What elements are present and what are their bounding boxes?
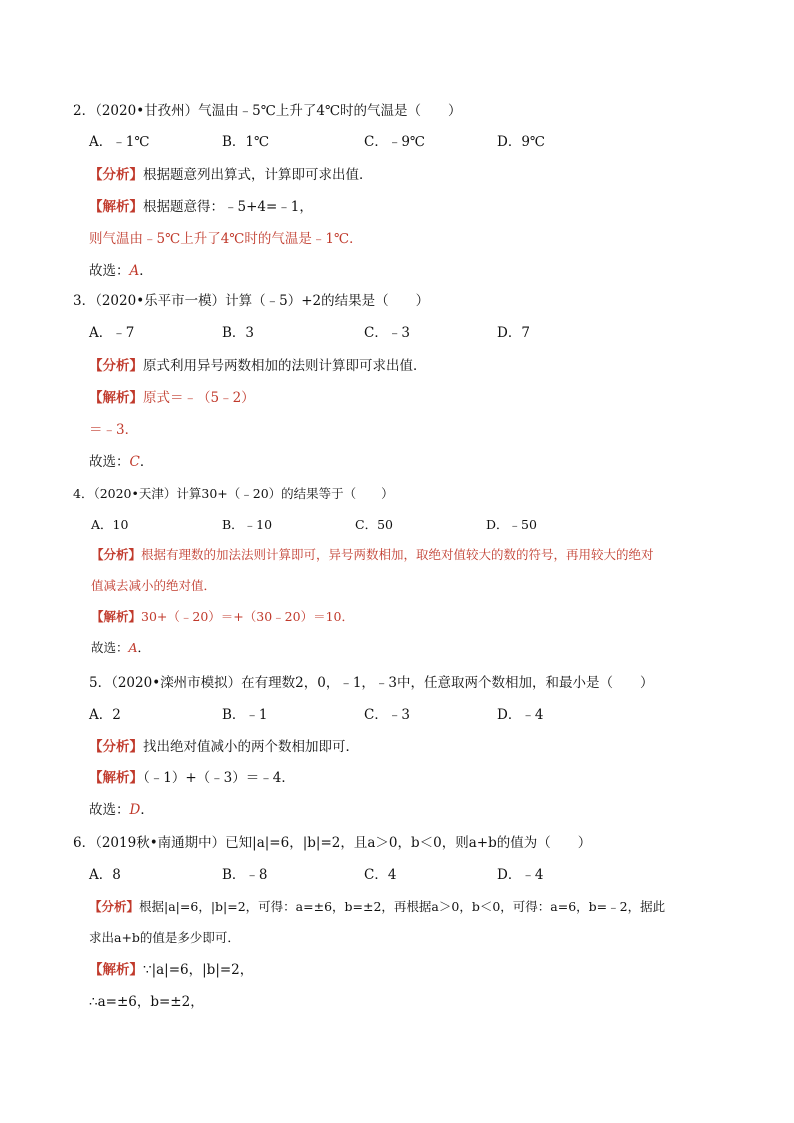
q3-solution [89,389,255,407]
q3-analysis-text: 原式利用异号两数相加的法则计算即可求出值． [143,358,427,374]
q2-analysis-text: 根据题意列出算式，计算即可求出值． [143,167,373,183]
solution-tag: 【解析】 [89,390,143,406]
q2-solution [89,198,313,216]
q6-option-c: C．4 [364,867,397,883]
answer-suffix: ． [139,454,154,470]
q6-solution-line2: ∴a=±6，b=±2， [89,994,204,1010]
q6-option-b: B．﹣8 [222,867,268,883]
solution-tag: 【解析】 [89,199,143,215]
q3-solution-line2: ＝﹣3． [89,422,139,438]
q4-analysis [91,546,654,564]
q2-option-c: C．﹣9℃ [364,134,426,150]
solution-tag: 【解析】 [89,770,143,786]
q4-answer [91,639,150,657]
q6-option-a: A．8 [89,867,121,883]
q3-answer [89,453,153,471]
q3-option-a: A．﹣7 [89,325,135,341]
analysis-tag: 【分析】 [89,358,143,374]
q3-solution-text: 原式＝﹣（5﹣2） [143,390,255,406]
q5-option-c: C．﹣3 [364,707,410,723]
q6-option-d: D．﹣4 [497,867,544,883]
q2-solution-text: 根据题意得：﹣5+4=﹣1， [143,199,313,215]
q4-solution [91,608,354,626]
q5-solution [89,769,295,787]
q2-option-a: A．﹣1℃ [89,134,150,150]
q2-answer [89,262,153,280]
q2-option-b: B．1℃ [222,134,270,150]
q5-option-b: B．﹣1 [222,707,268,723]
q5-option-d: D．﹣4 [497,707,544,723]
q6-analysis-cont: 求出a+b的值是多少即可． [89,930,240,945]
answer-letter: C [129,454,140,470]
q3-option-c: C．﹣3 [364,325,410,341]
q5-analysis-text: 找出绝对值减小的两个数相加即可． [143,739,359,755]
q5-option-a: A．2 [89,707,121,723]
q6-solution [89,961,253,979]
answer-letter: A [128,640,138,655]
answer-letter: D [129,802,141,818]
q3-option-d: D．7 [497,325,530,341]
q3-stem: 3．（2020•乐平市一模）计算（﹣5）+2的结果是（ ） [73,293,430,309]
answer-prefix: 故选： [89,263,130,279]
q2-stem: 2．（2020•甘孜州）气温由﹣5℃上升了4℃时的气温是（ ） [73,103,462,119]
answer-suffix: ． [137,640,151,655]
solution-tag: 【解析】 [89,962,143,978]
answer-suffix: ． [139,263,153,279]
q6-solution-text: ∵|a|=6，|b|=2， [143,962,254,978]
answer-prefix: 故选： [91,640,129,655]
q5-solution-text: （﹣1）+（﹣3）＝﹣4． [143,770,295,786]
q2-analysis [89,166,373,184]
q2-solution-line2: 则气温由﹣5℃上升了4℃时的气温是﹣1℃． [89,231,363,247]
analysis-tag: 【分析】 [89,899,140,914]
answer-suffix: ． [140,802,154,818]
q3-analysis [89,357,427,375]
answer-letter: A [129,263,140,279]
q6-stem: 6．（2019秋•南通期中）已知|a|=6，|b|=2，且a＞0，b＜0，则a+b的值为（ ） [73,835,592,851]
q4-option-d: D．﹣50 [486,517,537,532]
q4-option-a: A．10 [91,517,129,532]
q3-option-b: B．3 [222,325,255,341]
q5-stem: 5．（2020•滦州市模拟）在有理数2，0，﹣1，﹣3中，任意取两个数相加，和最小是（ ） [89,675,654,691]
q4-stem: 4．（2020•天津）计算30+（﹣20）的结果等于（ ） [73,486,394,501]
analysis-tag: 【分析】 [89,739,143,755]
q2-option-d: D．9℃ [497,134,546,150]
q4-analysis-text: 根据有理数的加法法则计算即可，异号两数相加，取绝对值较大的数的符号，再用较大的绝对 [141,547,654,562]
answer-prefix: 故选： [89,802,130,818]
q5-analysis [89,738,359,756]
q6-analysis [89,898,665,916]
solution-tag: 【解析】 [91,609,142,624]
q4-option-b: B．﹣10 [222,517,273,532]
analysis-tag: 【分析】 [91,547,142,562]
q5-answer [89,801,154,819]
analysis-tag: 【分析】 [89,167,143,183]
q4-option-c: C．50 [355,517,393,532]
q4-solution-text: 30+（﹣20）＝+（30﹣20）＝10． [141,609,354,624]
q6-analysis-text: 根据|a|=6，|b|=2，可得：a=±6，b=±2，再根据a＞0，b＜0，可得：a=6，b=﹣2，据此 [139,899,666,914]
answer-prefix: 故选： [89,454,130,470]
q4-analysis-cont: 值减去减小的绝对值． [91,578,217,593]
